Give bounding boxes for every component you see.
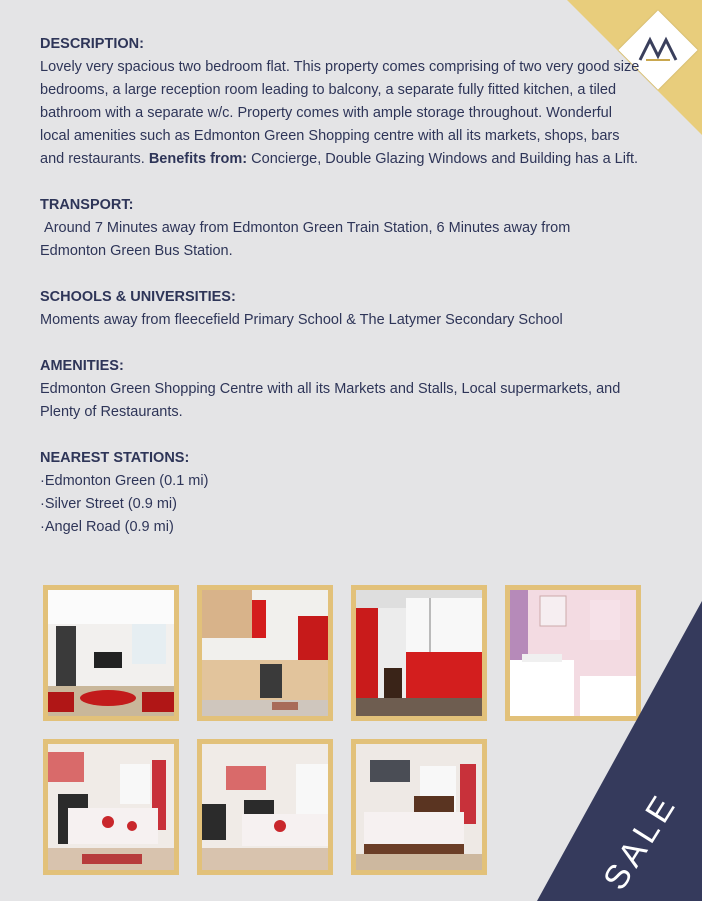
photo-bedroom-1[interactable] bbox=[43, 739, 179, 875]
photo-bedroom-2[interactable] bbox=[197, 739, 333, 875]
sale-badge: SALE bbox=[596, 785, 686, 897]
stations-heading: NEAREST STATIONS: bbox=[40, 450, 190, 466]
stations-section bbox=[40, 447, 640, 539]
schools-section bbox=[40, 286, 640, 332]
station-item: ·Edmonton Green (0.1 mi) bbox=[40, 473, 209, 489]
photo-kitchen[interactable] bbox=[197, 585, 333, 721]
photo-bedroom-3[interactable] bbox=[351, 739, 487, 875]
description-text bbox=[40, 56, 640, 171]
description-body: Lovely very spacious two bedroom flat. This property comes comprising of two very good size bedrooms, a large reception room leading to balcony, a separate fully fitted kitchen, a tiled bathroom with a separate w/c. Property comes with ample storage throughout. Wonderful local amenities such as Edmonton Green Shopping centre with all its markets, shops, bars and restaurants. bbox=[40, 59, 640, 167]
amenities-text: Edmonton Green Shopping Centre with all its Markets and Stalls, Local supermarkets, and Plenty of Restaurants. bbox=[40, 381, 621, 420]
benefits-label: Benefits from: bbox=[148, 151, 248, 167]
description-section bbox=[40, 33, 640, 171]
schools-heading: SCHOOLS & UNIVERSITIES: bbox=[40, 289, 236, 305]
photo-reception-room[interactable] bbox=[43, 585, 179, 721]
transport-text: Around 7 Minutes away from Edmonton Green Train Station, 6 Minutes away from Edmonton Green Bus Station. bbox=[40, 220, 575, 259]
schools-text: Moments away from fleecefield Primary School & The Latymer Secondary School bbox=[40, 312, 563, 328]
station-item: ·Angel Road (0.9 mi) bbox=[40, 519, 174, 535]
amenities-section bbox=[40, 355, 640, 424]
property-details bbox=[40, 33, 640, 562]
amenities-heading: AMENITIES: bbox=[40, 358, 124, 374]
transport-heading: TRANSPORT: bbox=[40, 197, 134, 213]
benefits-text: Concierge, Double Glazing Windows and Building has a Lift. bbox=[247, 151, 639, 167]
description-heading: DESCRIPTION: bbox=[40, 36, 144, 52]
station-item: ·Silver Street (0.9 mi) bbox=[40, 496, 177, 512]
transport-section bbox=[40, 194, 640, 263]
photo-balcony[interactable] bbox=[351, 585, 487, 721]
